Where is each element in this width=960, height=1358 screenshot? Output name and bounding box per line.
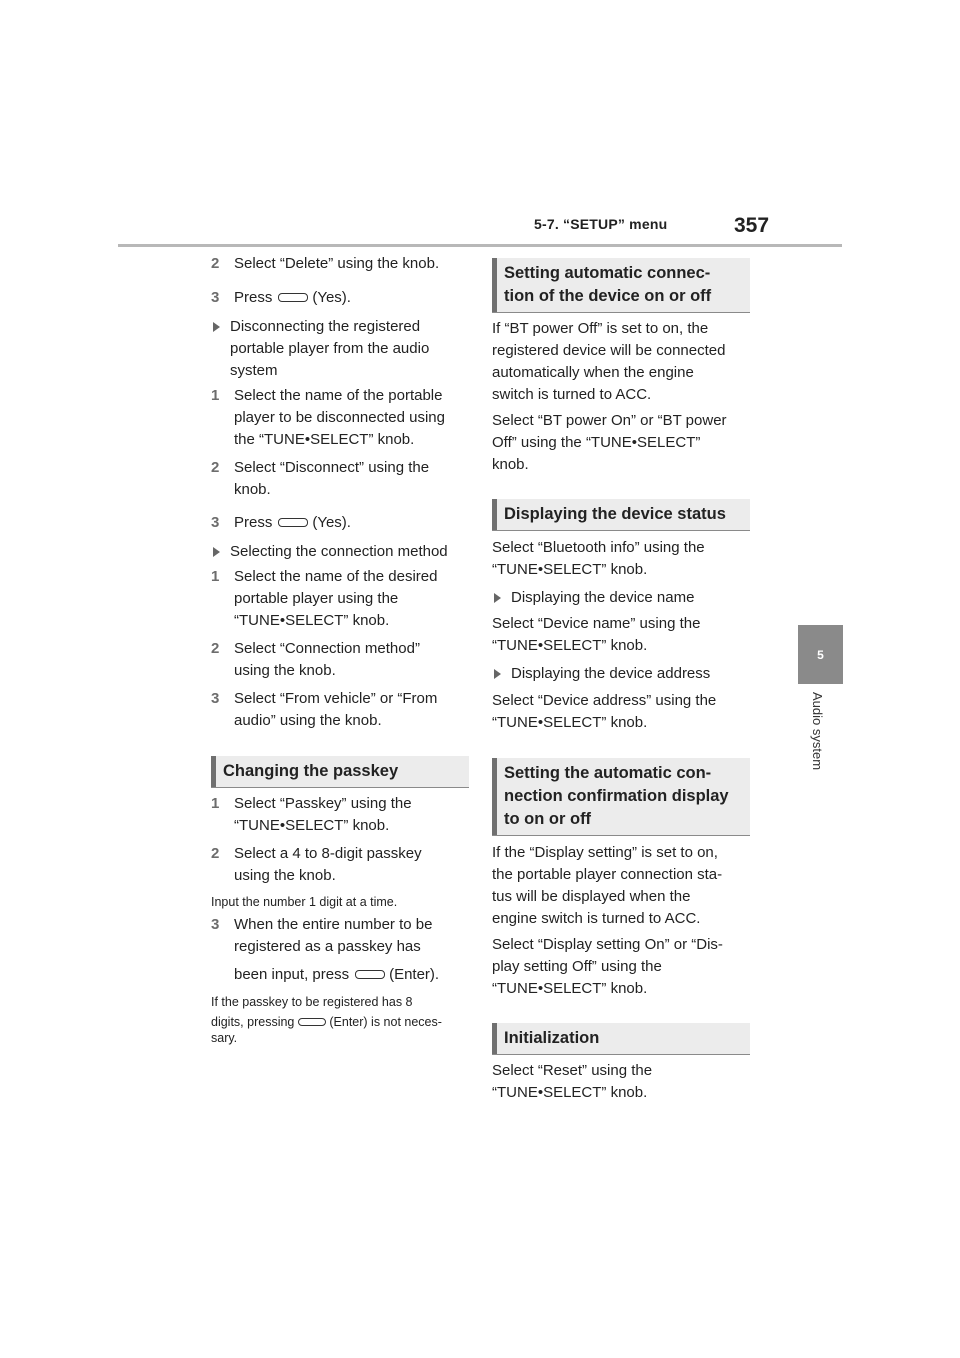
device-status-heading: Displaying the device status — [492, 499, 750, 531]
connection-step-1: 1 Select the name of the desired portable player using the “TUNE•SELECT” knob. — [211, 568, 438, 629]
triangle-bullet-icon — [494, 669, 501, 679]
passkey-note-2-cont: digits, pressing (Enter) is not neces- sary. — [211, 1015, 442, 1045]
confirmation-display-heading: Setting the automatic con- nection confirmation display to on or off — [492, 758, 750, 836]
enter-key-icon — [355, 970, 385, 979]
passkey-note-2: If the passkey to be registered has 8 — [211, 995, 413, 1009]
enter-key-icon — [298, 1018, 326, 1026]
initialization-paragraph: Select “Reset” using the “TUNE•SELECT” knob. — [492, 1062, 653, 1101]
chapter-title: Audio system — [810, 692, 825, 771]
delete-step-2: 2 Select “Delete” using the knob. — [211, 255, 440, 272]
disconnect-step-2: 2 Select “Disconnect” using the knob. — [211, 459, 430, 498]
passkey-heading: Changing the passkey — [211, 756, 469, 788]
connection-step-3: 3 Select “From vehicle” or “From audio” using the knob. — [211, 690, 438, 729]
page-number: 357 — [734, 214, 770, 237]
chapter-tab — [798, 625, 843, 684]
device-status-paragraph: Select “Bluetooth info” using the “TUNE•SELECT” knob. — [492, 539, 705, 578]
auto-connection-paragraph-1: If “BT power Off” is set to on, the registered device will be connected automatically when the engine switch is turned to ACC. — [492, 320, 726, 403]
triangle-bullet-icon — [494, 593, 501, 603]
connection-bullet: Selecting the connection method — [211, 541, 473, 563]
passkey-step-2: 2 Select a 4 to 8-digit passkey using the knob. — [211, 845, 422, 884]
auto-connection-heading: Setting automatic connec- tion of the device on or off — [492, 258, 750, 313]
chapter-label — [796, 692, 840, 792]
passkey-step-3: 3 When the entire number to be registered as a passkey has — [211, 916, 433, 955]
delete-step-3: 3 Press (Yes). — [211, 289, 351, 306]
disconnect-bullet: Disconnecting the registered portable player from the audio system — [211, 316, 473, 382]
confirmation-paragraph-1: If the “Display setting” is set to on, the portable player connection sta- tus will be displayed when the engine switch is turned to ACC. — [492, 844, 723, 927]
passkey-note: Input the number 1 digit at a time. — [211, 895, 398, 909]
section-title: 5-7. “SETUP” menu — [534, 216, 668, 232]
yes-key-icon — [278, 518, 308, 527]
connection-step-2: 2 Select “Connection method” using the knob. — [211, 640, 420, 679]
passkey-step-3-end: been input, press (Enter). — [234, 966, 440, 983]
device-name-bullet: Displaying the device name — [492, 587, 754, 609]
device-name-paragraph: Select “Device name” using the “TUNE•SELECT” knob. — [492, 615, 701, 654]
disconnect-step-3: 3 Press (Yes). — [211, 514, 351, 531]
triangle-bullet-icon — [213, 547, 220, 557]
confirmation-paragraph-2: Select “Display setting On” or “Dis- play setting Off” using the “TUNE•SELECT” knob. — [492, 936, 723, 997]
yes-key-icon — [278, 293, 308, 302]
chapter-number: 5 — [817, 647, 824, 662]
passkey-step-1: 1 Select “Passkey” using the “TUNE•SELECT” knob. — [211, 795, 412, 834]
device-address-paragraph: Select “Device address” using the “TUNE•SELECT” knob. — [492, 692, 717, 731]
auto-connection-paragraph-2: Select “BT power On” or “BT power Off” using the “TUNE•SELECT” knob. — [492, 412, 727, 473]
triangle-bullet-icon — [213, 322, 220, 332]
initialization-heading: Initialization — [492, 1023, 750, 1055]
disconnect-step-1: 1 Select the name of the portable player to be disconnected using the “TUNE•SELECT” knob. — [211, 387, 445, 448]
device-address-bullet: Displaying the device address — [492, 663, 754, 685]
header-divider — [118, 244, 842, 247]
